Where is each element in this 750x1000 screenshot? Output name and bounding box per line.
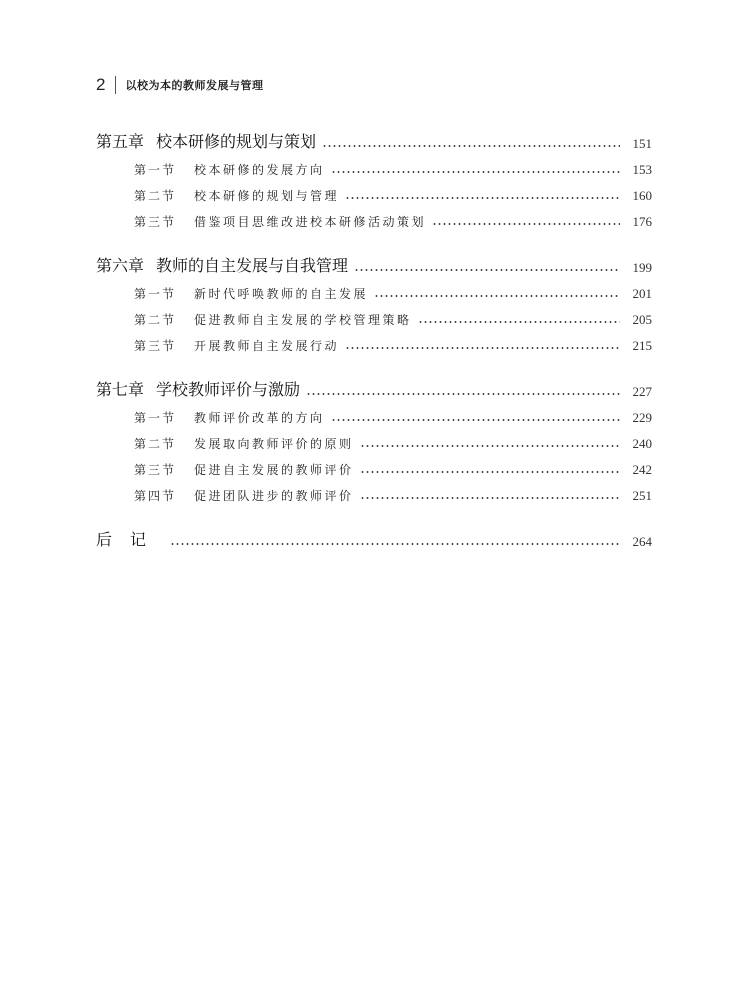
toc-section-entry[interactable] xyxy=(96,480,652,504)
page-ref: 176 xyxy=(632,214,652,229)
chapter-label: 第七章 xyxy=(96,380,145,399)
page-ref: 199 xyxy=(632,260,652,275)
chapter-label: 第五章 xyxy=(96,132,145,151)
toc-section-entry[interactable] xyxy=(96,454,652,478)
toc-chapter-entry[interactable] xyxy=(96,128,652,152)
dot-leader xyxy=(360,471,620,473)
dot-leader xyxy=(331,171,620,173)
toc-chapter-entry[interactable] xyxy=(96,252,652,276)
toc-section-entry[interactable] xyxy=(96,206,652,230)
dot-leader xyxy=(170,543,620,545)
postscript-title: 后记 xyxy=(96,530,165,549)
dot-leader xyxy=(360,497,620,499)
header-divider xyxy=(115,76,116,94)
section-title: 校本研修的发展方向 xyxy=(194,163,325,177)
section-label: 第二节 xyxy=(134,437,177,451)
toc-section-entry[interactable] xyxy=(96,180,652,204)
chapter-title: 校本研修的规划与策划 xyxy=(156,132,317,151)
section-title: 促进团队进步的教师评价 xyxy=(194,489,354,503)
dot-leader xyxy=(322,145,620,147)
toc-chapter-entry[interactable] xyxy=(96,376,652,400)
page-ref: 205 xyxy=(632,312,652,327)
chapter-title: 教师的自主发展与自我管理 xyxy=(156,256,349,275)
section-title: 促进自主发展的教师评价 xyxy=(194,463,354,477)
toc-section-entry[interactable] xyxy=(96,304,652,328)
dot-leader xyxy=(345,197,620,199)
section-title: 借鉴项目思维改进校本研修活动策划 xyxy=(194,215,427,229)
section-label: 第一节 xyxy=(134,163,177,177)
section-label: 第三节 xyxy=(134,215,177,229)
chapter-6-block xyxy=(96,252,652,354)
section-label: 第二节 xyxy=(134,189,177,203)
toc-section-entry[interactable] xyxy=(96,278,652,302)
page-ref: 151 xyxy=(632,136,652,151)
dot-leader xyxy=(418,321,620,323)
dot-leader xyxy=(331,419,620,421)
dot-leader xyxy=(306,393,620,395)
toc-section-entry[interactable] xyxy=(96,154,652,178)
chapter-5-block xyxy=(96,128,652,230)
section-label: 第四节 xyxy=(134,489,177,503)
page-number: 2 xyxy=(96,75,106,94)
toc-postscript-entry[interactable] xyxy=(96,526,652,550)
page-ref: 201 xyxy=(632,286,652,301)
running-header xyxy=(96,74,263,96)
book-title: 以校为本的教师发展与管理 xyxy=(125,79,264,92)
page-ref: 215 xyxy=(632,338,652,353)
section-label: 第一节 xyxy=(134,287,177,301)
page-ref: 227 xyxy=(632,384,652,399)
chapter-label: 第六章 xyxy=(96,256,145,275)
section-title: 校本研修的规划与管理 xyxy=(194,189,340,203)
page-ref: 240 xyxy=(632,436,652,451)
page-ref: 264 xyxy=(632,534,652,549)
chapter-7-block xyxy=(96,376,652,504)
section-label: 第三节 xyxy=(134,339,177,353)
section-title: 促进教师自主发展的学校管理策略 xyxy=(194,313,412,327)
section-label: 第一节 xyxy=(134,411,177,425)
section-title: 教师评价改革的方向 xyxy=(194,411,325,425)
section-title: 新时代呼唤教师的自主发展 xyxy=(194,287,369,301)
section-title: 发展取向教师评价的原则 xyxy=(194,437,354,451)
section-label: 第三节 xyxy=(134,463,177,477)
dot-leader xyxy=(432,223,620,225)
page-ref: 229 xyxy=(632,410,652,425)
dot-leader xyxy=(374,295,620,297)
section-label: 第二节 xyxy=(134,313,177,327)
page-ref: 160 xyxy=(632,188,652,203)
page-ref: 251 xyxy=(632,488,652,503)
dot-leader xyxy=(354,269,620,271)
page-ref: 153 xyxy=(632,162,652,177)
chapter-title: 学校教师评价与激励 xyxy=(156,380,301,399)
section-title: 开展教师自主发展行动 xyxy=(194,339,340,353)
toc-section-entry[interactable] xyxy=(96,402,652,426)
page-ref: 242 xyxy=(632,462,652,477)
toc-section-entry[interactable] xyxy=(96,428,652,452)
toc-section-entry[interactable] xyxy=(96,330,652,354)
dot-leader xyxy=(360,445,620,447)
dot-leader xyxy=(345,347,620,349)
table-of-contents xyxy=(96,128,652,550)
